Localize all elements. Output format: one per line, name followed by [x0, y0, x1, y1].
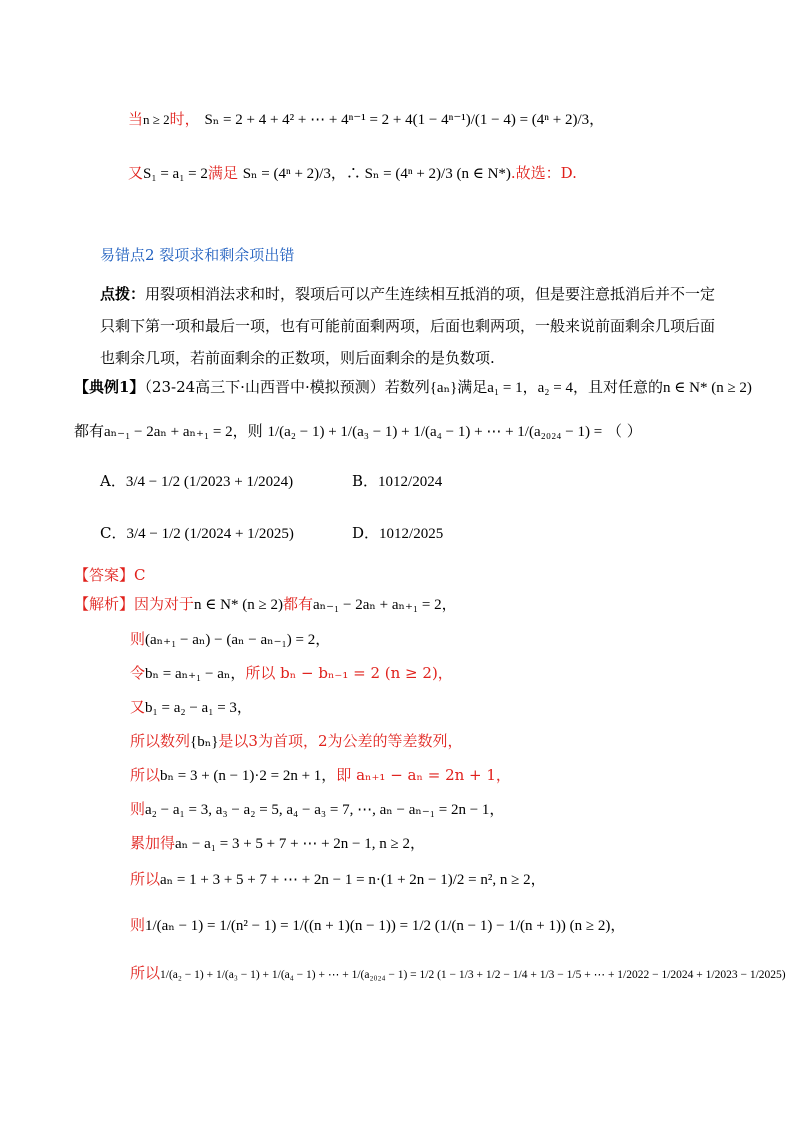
- text-time: 时，: [169, 110, 200, 128]
- step-9-math: 1/(aₙ − 1) = 1/(n² − 1) = 1/((n + 1)(n − 1)) = 1/2 (1/(n − 1) − 1/(n + 1)) (n ≥ 2)，: [145, 918, 626, 934]
- recurrence: aₙ₋₁ − 2aₙ + aₙ₊₁ = 2: [104, 424, 233, 440]
- option-b: [352, 470, 442, 491]
- text-when: 当: [128, 110, 144, 128]
- step-1: [130, 628, 330, 649]
- option-d: [352, 522, 443, 543]
- step-8: [130, 868, 546, 889]
- a2-value: a₂ = 4: [537, 380, 573, 396]
- tip-label: 点拨：: [100, 285, 146, 303]
- step-3-pre: 又: [130, 698, 146, 716]
- option-b-letter: B．: [352, 472, 379, 490]
- step-2-pre: 令: [130, 664, 146, 682]
- step-3-math: b₁ = a₂ − a₁ = 3，: [145, 700, 252, 716]
- then-text: ，则: [232, 422, 263, 440]
- step-9: [130, 914, 625, 935]
- step-7-math: aₙ − a₁ = 3 + 5 + 7 + ⋯ + 2n − 1, n ≥ 2，: [175, 836, 425, 852]
- step-7-pre: 累加得: [130, 834, 176, 852]
- option-a: [100, 470, 293, 491]
- formula-sn-final: Sₙ = (4ⁿ + 2)/3，∴ Sₙ = (4ⁿ + 2)/3 (n ∈ N*): [242, 166, 511, 182]
- step-5-math: bₙ = 3 + (n − 1)·2 = 2n + 1，: [160, 768, 337, 784]
- answer-label: 【答案】: [74, 566, 135, 584]
- text-also: 又: [128, 164, 144, 182]
- option-a-expr: 3/4 − 1/2 (1/2023 + 1/2024): [125, 474, 294, 490]
- section-title: 易错点2 裂项求和剩余项出错: [100, 246, 295, 264]
- answer-line: [74, 564, 146, 585]
- condition-text-2: ，且对任意的: [573, 378, 664, 396]
- analysis-domain: n ∈ N* (n ≥ 2): [194, 597, 283, 613]
- option-c-letter: C．: [100, 524, 127, 542]
- sum-expression: 1/(a₂ − 1) + 1/(a₃ − 1) + 1/(a₄ − 1) + ⋯ + 1/(a₂₀₂₄ − 1) =: [267, 424, 603, 440]
- formula-sn: Sₙ = 2 + 4 + 4² + ⋯ + 4ⁿ⁻¹ = 2 + 4(1 − 4ⁿ⁻¹)/(1 − 4) = (4ⁿ + 2)/3，: [204, 112, 605, 128]
- tip-text: 用裂项相消法求和时，裂项后可以产生连续相互抵消的项，但是要注意抵消后并不一定只剩下第一项和最后一项，也有可能前面剩两项，后面也剩两项，一般来说前面剩余几项后面也剩余几项，若前面剩余的正数项，则后面剩余的是负数项.: [100, 285, 716, 367]
- formula-s1: S₁ = a₁ = 2: [143, 166, 208, 182]
- n-domain: n ∈ N* (n ≥ 2): [663, 380, 752, 396]
- step-4-post: 是以3为首项，2为公差的等差数列，: [218, 732, 463, 750]
- option-d-letter: D．: [352, 524, 380, 542]
- step-1-math: (aₙ₊₁ − aₙ) − (aₙ − aₙ₋₁) = 2，: [145, 632, 331, 648]
- step-5: [130, 764, 511, 785]
- solution-line-2: [128, 162, 577, 183]
- example-label: 【典例1】: [74, 378, 145, 396]
- analysis-intro-text: 因为对于: [134, 595, 195, 613]
- text-satisfy: 满足: [207, 164, 238, 182]
- answer-paren: （ ）: [606, 422, 642, 440]
- step-8-pre: 所以: [130, 870, 161, 888]
- analysis-label: 【解析】: [74, 595, 135, 613]
- step-10: [130, 962, 786, 983]
- step-10-math: 1/(a₂ − 1) + 1/(a₃ − 1) + 1/(a₄ − 1) + ⋯ + 1/(a₂₀₂₄ − 1) = 1/2 (1 − 1/3 + 1/2 − 1/4 + 1/3 − 1/5 + ⋯ + 1/2022 − 1/2024 + 1/2023 − 1/2025): [160, 969, 786, 981]
- step-4: [130, 730, 463, 751]
- example-source: （23-24高三下·山西晋中·模拟预测）若数列: [144, 378, 430, 396]
- step-10-pre: 所以: [130, 964, 161, 982]
- condition: n ≥ 2: [143, 112, 170, 127]
- option-b-expr: 1012/2024: [378, 474, 443, 490]
- step-1-pre: 则: [130, 630, 146, 648]
- analysis-recurrence: aₙ₋₁ − 2aₙ + aₙ₊₁ = 2，: [312, 597, 457, 613]
- step-3: [130, 696, 252, 717]
- answer-value: C: [134, 566, 146, 584]
- example-line-1: [74, 376, 752, 397]
- option-c-expr: 3/4 − 1/2 (1/2024 + 1/2025): [126, 526, 294, 542]
- solution-line-1: [128, 108, 604, 129]
- step-6-pre: 则: [130, 800, 146, 818]
- sequence: {aₙ}: [429, 380, 458, 396]
- a1-value: a₁ = 1，: [487, 380, 538, 396]
- option-c: [100, 522, 294, 543]
- step-5-pre: 所以: [130, 766, 161, 784]
- step-4-math: {bₙ}: [190, 734, 219, 750]
- example-line-2: [74, 420, 642, 441]
- analysis-intro-mid: 都有: [282, 595, 313, 613]
- option-a-letter: A．: [100, 472, 126, 490]
- step-2-post: 所以 bₙ − bₙ₋₁ = 2 (n ≥ 2)，: [245, 664, 453, 682]
- step-4-pre: 所以数列: [130, 732, 191, 750]
- step-2-math: bₙ = aₙ₊₁ − aₙ，: [145, 666, 246, 682]
- step-8-math: aₙ = 1 + 3 + 5 + 7 + ⋯ + 2n − 1 = n·(1 + 2n − 1)/2 = n², n ≥ 2，: [160, 872, 546, 888]
- step-6: [130, 798, 504, 819]
- step-7: [130, 832, 425, 853]
- tip-paragraph: [100, 278, 720, 374]
- step-6-math: a₂ − a₁ = 3, a₃ − a₂ = 5, a₄ − a₃ = 7, ⋯, aₙ − aₙ₋₁ = 2n − 1，: [145, 802, 505, 818]
- step-2: [130, 662, 453, 683]
- text-choose: .故选：D.: [510, 164, 577, 182]
- analysis-intro: [74, 593, 457, 614]
- option-d-expr: 1012/2025: [379, 526, 444, 542]
- all-have: 都有: [74, 422, 105, 440]
- step-5-post: 即 aₙ₊₁ − aₙ = 2n + 1，: [336, 766, 511, 784]
- condition-text: 满足: [457, 378, 488, 396]
- step-9-pre: 则: [130, 916, 146, 934]
